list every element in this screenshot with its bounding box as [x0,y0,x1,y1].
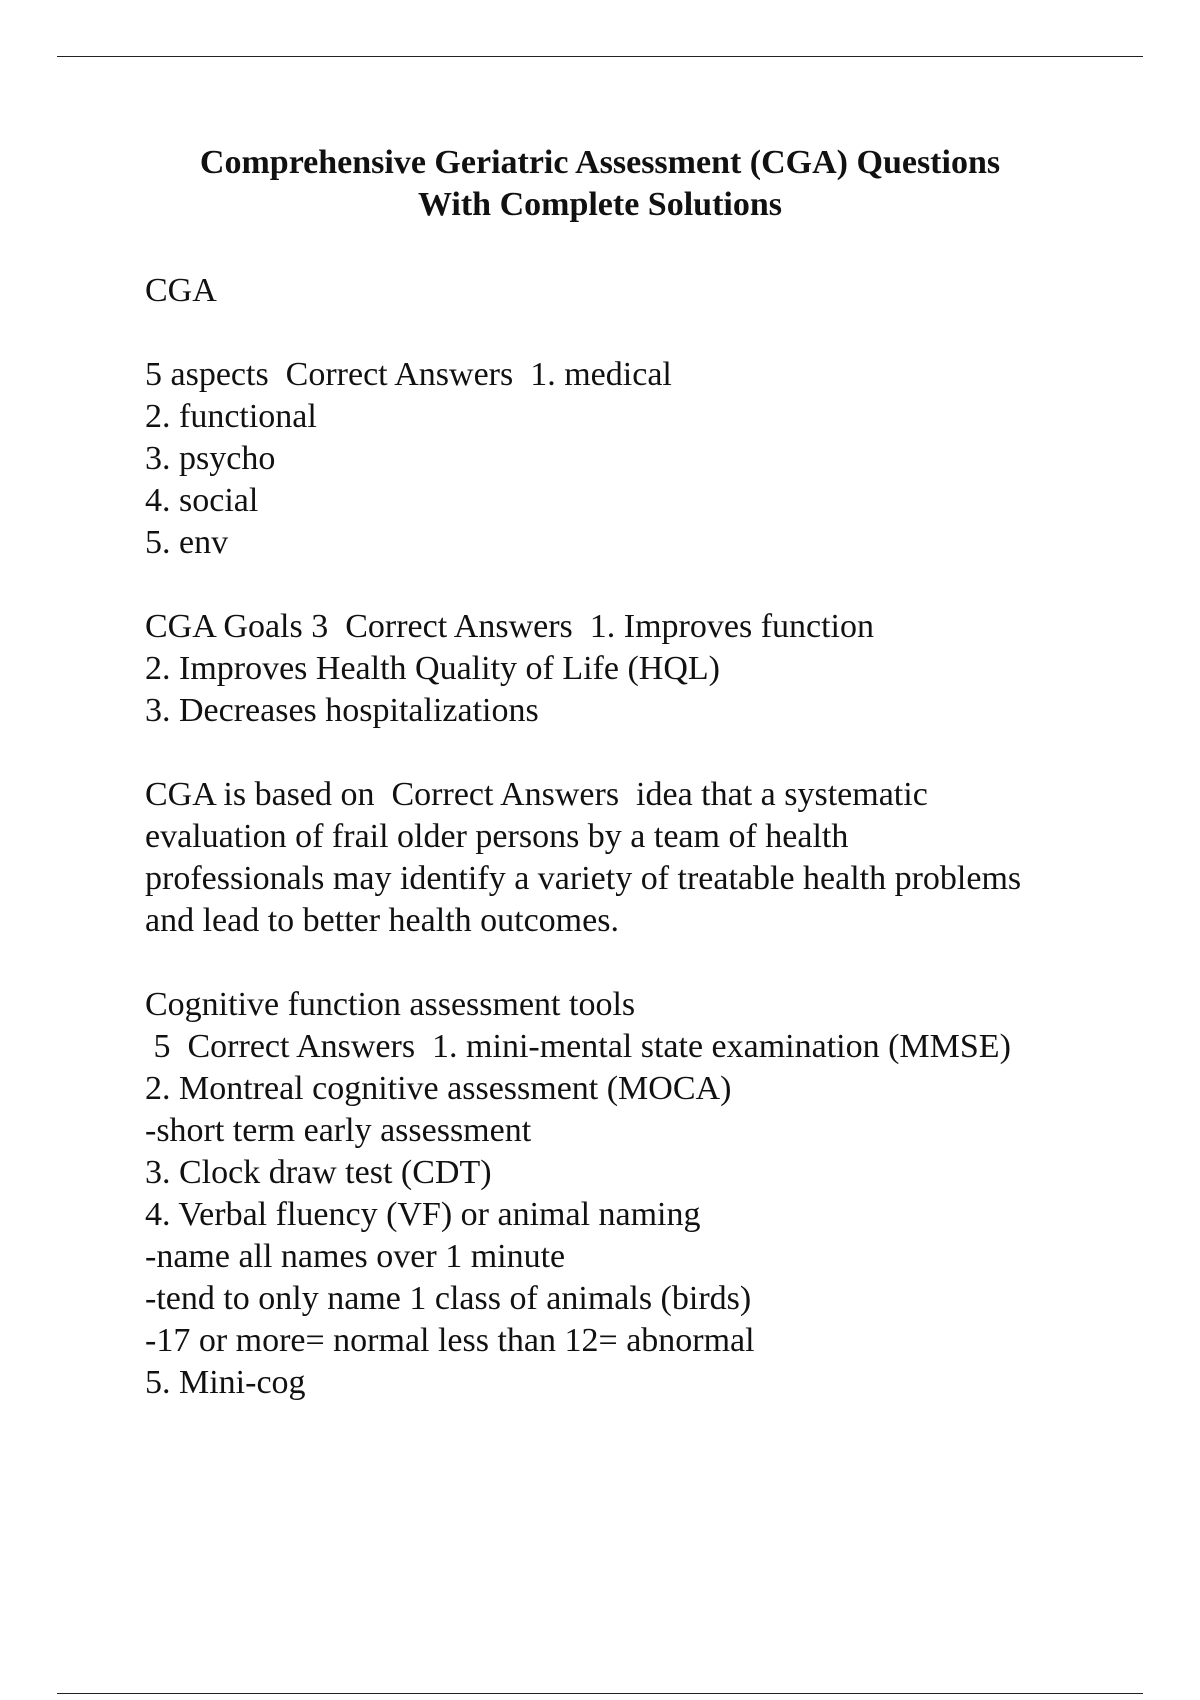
qa-line: and lead to better health outcomes. [145,902,619,939]
qa-line: 3. Clock draw test (CDT) [145,1154,492,1191]
qa-line: 5. Mini-cog [145,1364,306,1401]
qa-line: -short term early assessment [145,1112,532,1149]
qa-line: 2. Montreal cognitive assessment (MOCA) [145,1070,732,1107]
qa-line: 4. social [145,482,259,519]
document-title [0,142,1200,226]
qa-line: professionals may identify a variety of treatable health problems [145,860,1022,897]
section-heading: CGA [145,272,217,309]
qa-line: Cognitive function assessment tools [145,986,636,1023]
qa-line: CGA Goals 3 Correct Answers 1. Improves function [145,608,875,645]
qa-line: -17 or more= normal less than 12= abnormal [145,1322,755,1359]
qa-line: 4. Verbal fluency (VF) or animal naming [145,1196,701,1233]
qa-line: -name all names over 1 minute [145,1238,566,1275]
qa-line: 2. Improves Health Quality of Life (HQL) [145,650,720,687]
qa-line: 3. psycho [145,440,276,477]
qa-line: 5. env [145,524,229,561]
qa-line: 3. Decreases hospitalizations [145,692,539,729]
top-rule [57,56,1143,57]
qa-line: -tend to only name 1 class of animals (birds) [145,1280,752,1317]
bottom-rule [57,1693,1143,1694]
qa-block-goals [145,606,1105,732]
qa-line: CGA is based on Correct Answers idea that a systematic [145,776,928,813]
qa-line: 5 Correct Answers 1. mini-mental state examination (MMSE) [145,1028,1011,1065]
title-line-1: Comprehensive Geriatric Assessment (CGA) Questions [199,144,1001,181]
qa-block-cognitive-tools [145,984,1105,1404]
document-body [145,270,1105,1446]
qa-line: 2. functional [145,398,317,435]
qa-block-based-on [145,774,1105,942]
qa-line: 5 aspects Correct Answers 1. medical [145,356,672,393]
title-line-2: With Complete Solutions [418,186,782,223]
qa-line: evaluation of frail older persons by a team of health [145,818,849,855]
qa-block-aspects [145,354,1105,564]
